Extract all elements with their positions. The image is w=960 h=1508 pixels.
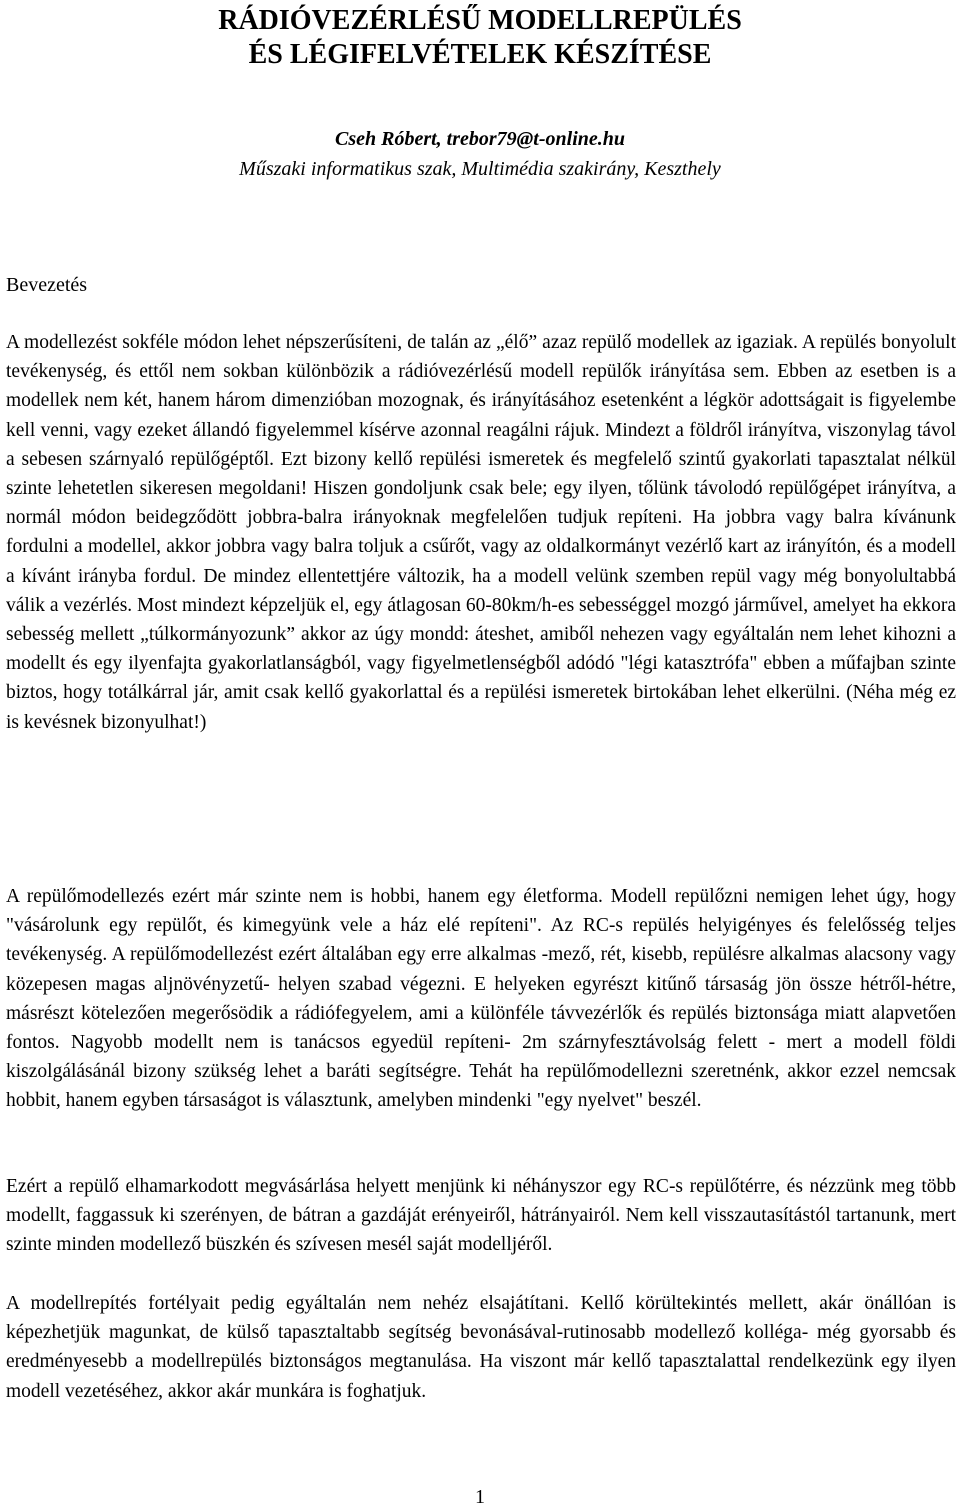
document-title-line-1: RÁDIÓVEZÉRLÉSŰ MODELLREPÜLÉS (218, 5, 742, 36)
paragraph-2: A repülőmodellezés ezért már szinte nem is hobbi, hanem egy életforma. Modell repülőzni nemigen lehet úgy, hogy "vásárolunk egy repülőt, és kimegyünk vele a ház elé repíteni". Az RC-s repülés helyigényes és felelősség teljes tevékenység. A repülőmodellezést ezért általában egy erre alkalmas -mező, rét, kisebb, repülésre alkalmas alacsony vagy közepesen magas aljnövényzetű- helyen szabad végezni. E helyeken egyrészt kitűnő társaság jön össze hétről-hétre, másrészt kötelezően megerősödik a rádiófegyelem, ami a különféle távvezérlők és repülés biztonsága miatt alapvetően fontos. Nagyobb modellt nem is tanácsos egyedül repíteni- 2m szárnyfesztávolság felett - mert a modell földi kiszolgálásánál bizony szükség lehet a baráti segítségre. Tehát ha repülőmodellezni szeretnénk, akkor ezzel nemcsak hobbit, hanem egyben társaságot is választunk, amelyben mindenki "egy nyelvet" beszél. (6, 886, 956, 1112)
document-title-line-2: ÉS LÉGIFELVÉTELEK KÉSZÍTÉSE (248, 39, 712, 70)
paragraph-1: A modellezést sokféle módon lehet népszerűsíteni, de talán az „élő” azaz repülő modellek az igaziak. A repülés bonyolult tevékenység, és ettől nem sokban különbözik a rádióvezérlésű modell repülők irányítása sem. Ebben az esetben is a modellek nem két, hanem három dimenzióban mozognak, és irányításához esetenként a légkör adottságait is figyelembe kell venni, vagy ezeket állandó figyelemmel kísérve azonnal reagálni rájuk. Mindezt a földről irányítva, viszonylag távol a sebesen szárnyaló repülőgéptől. Ezt bizony kellő repülési ismeretek és megfelelő szintű gyakorlati tapasztalat nélkül szinte lehetetlen sikeresen megoldani! Hiszen gondoljunk csak bele; egy ilyen, tőlünk távolodó repülőgépet irányítva, a normál módon beidegződött jobbra-balra irányoknak megfelelően tudjuk repíteni. Ha jobbra vagy balra kívánunk fordulni a modellel, akkor jobbra vagy balra toljuk a csűrőt, vagy az oldalkormányt vezérlő kart az irányítón, és a modell a kívánt irányba fordul. De mindez ellentettjére változik, ha a modell velünk szemben repül vagy még bonyolultabbá válik a vezérlés. Most mindezt képzeljük el, egy átlagosan 60-80km/h-es sebességgel mozgó járművel, amelyet ha ekkora sebesség mellett „túlkormányozunk” akkor az úgy mondd: áteshet, amiből nehezen vagy egyáltalán nem lehet kihozni a modellt és egy ilyenfajta gyakorlatlanságból, vagy figyelmetlenségből adódó "légi katasztrófa" ebben a műfajban szinte biztos, hogy totálkárral jár, amit csak kellő gyakorlattal és a repülési ismeretek birtokában lehet elkerülni. (Néha még ez is kevésnek bizonyulhat!) (6, 332, 956, 733)
page-number: 1 (475, 1486, 485, 1508)
affiliation-line: Műszaki informatikus szak, Multimédia szakirány, Keszthely (239, 158, 721, 180)
author-line: Cseh Róbert, trebor79@t-online.hu (334, 128, 626, 150)
section-heading: Bevezetés (6, 274, 88, 296)
paragraph-4: A modellrepítés fortélyait pedig egyáltalán nem nehéz elsajátítani. Kellő körültekintés mellett, akár önállóan is képezhetjük magunkat, de külső tapasztaltabb segítség bevonásával-rutinosabb modellező kolléga- még gyorsabb és eredményesebb a modellrepülés biztonságos megtanulása. Ha viszont már kellő tapasztalattal rendelkezünk egy ilyen modell vezetéséhez, akkor akár munkára is foghatjuk. (6, 1293, 956, 1402)
paragraph-3: Ezért a repülő elhamarkodott megvásárlása helyett menjünk ki néhányszor egy RC-s repülőtérre, és nézzünk meg több modellt, faggassuk ki szerényen, de bátran a gazdáját erényeiről, hátrányairól. Nem kell visszautasítástól tartanunk, mert szinte minden modellező büszkén és szívesen mesél saját modelljéről. (6, 1176, 956, 1256)
